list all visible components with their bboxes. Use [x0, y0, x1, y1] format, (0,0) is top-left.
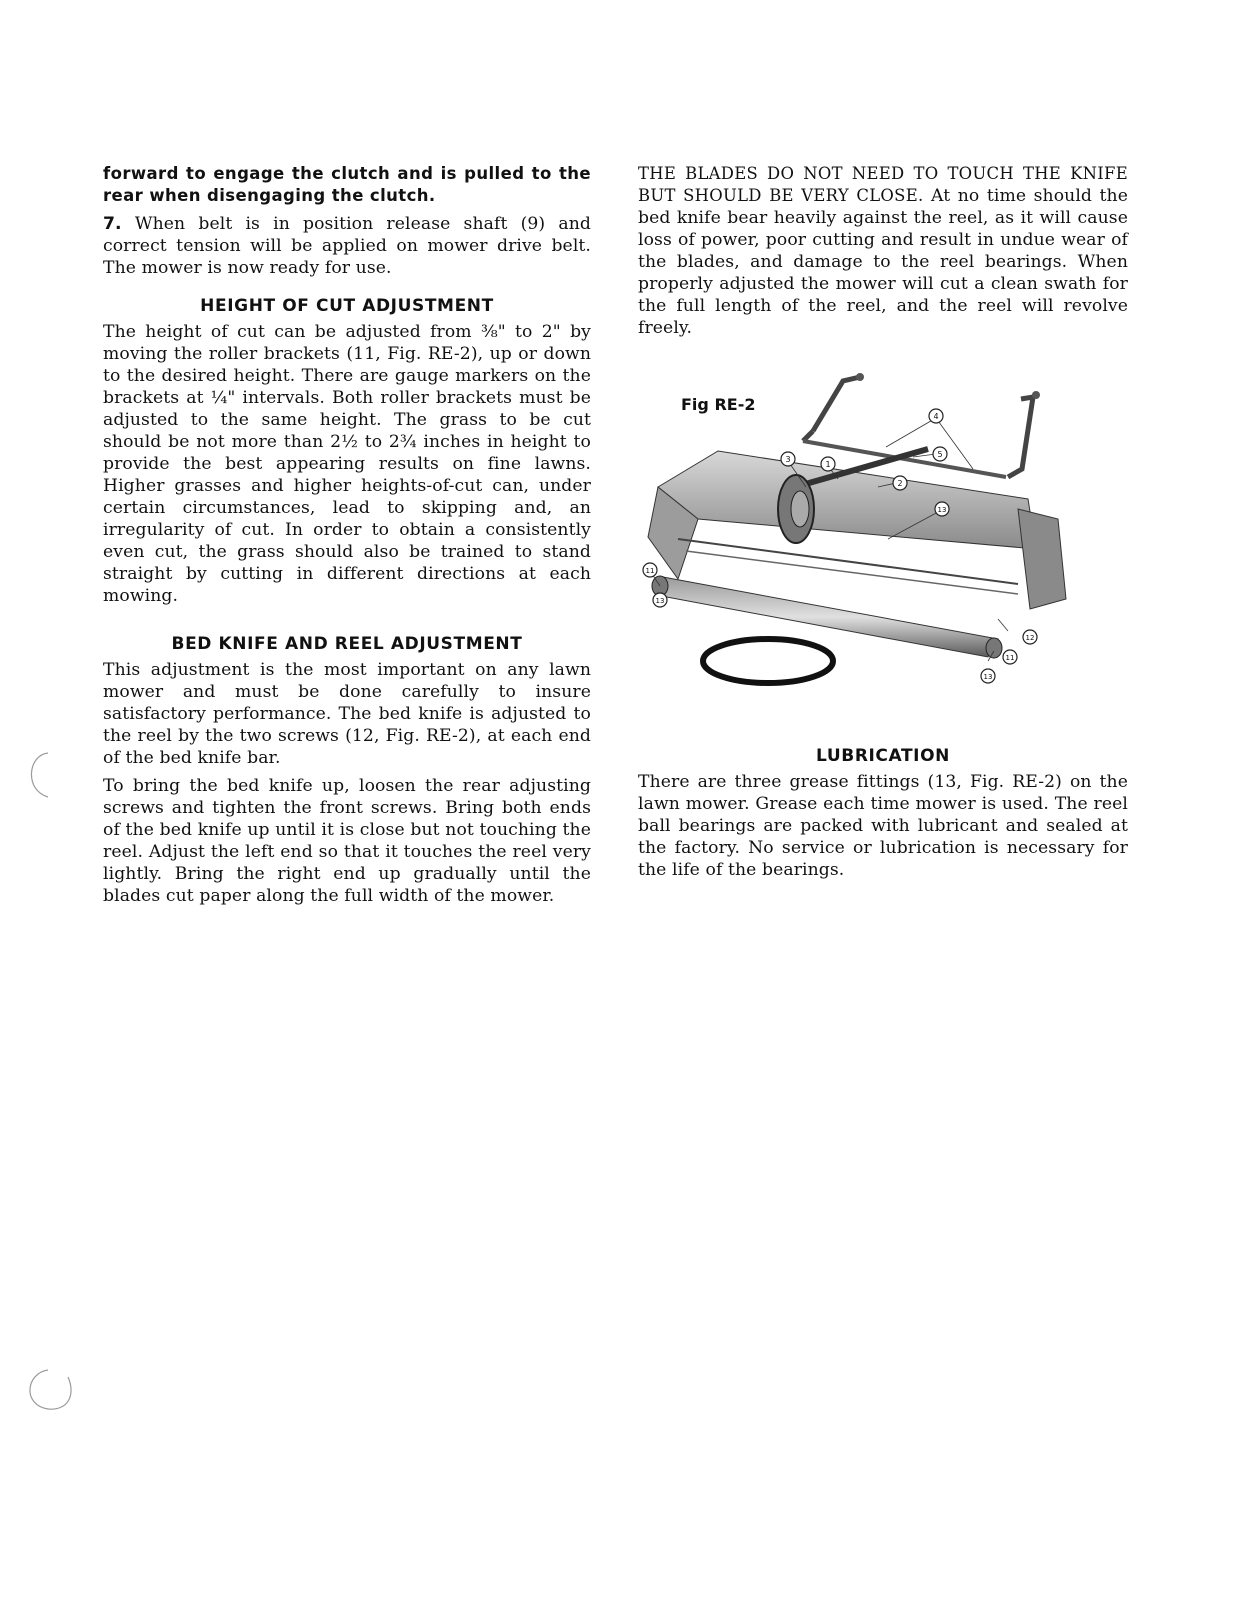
left-column	[103, 163, 591, 913]
lubrication-text: There are three grease fittings (13, Fig. RE-2) on the lawn mower. Grease each time mower is used. The reel ball bearings are packed with lubricant and sealed at the factory. No service or lubrication is necessary for the life of the bearings.	[638, 772, 1128, 880]
height-of-cut-text: The height of cut can be adjusted from ⅜" to 2" by moving the roller brackets (11, Fig. RE-2), up or down to the desired height. There are gauge markers on the brackets at ¼" intervals. Both roller brackets must be adjusted to the same height. The grass to be cut should be not more than 2½ to 2¾ inches in height to provide the best appearing results on fine lawns. Higher grasses and higher heights-of-cut can, under certain circumstances, lead to skipping and, an irregularity of cut. In order to obtain a consistently even cut, the grass should also be trained to stand straight by cutting in different directions at each mowing.	[103, 322, 591, 606]
step-7-text: When belt is in position release shaft (9) and correct tension will be applied on mower drive belt. The mower is now ready for use.	[103, 214, 591, 278]
punch-hole-mark-lower	[18, 1365, 78, 1415]
right-column	[638, 163, 1128, 887]
callout-3-label: 3	[785, 455, 791, 464]
blades-text: At no time should the bed knife bear heavily against the reel, as it will cause loss of power, poor cutting and result in undue wear of the blades, and damage to the reel bearings. When properly adjusted the mower will cut a clean swath for the full length of the reel, and the reel will revolve freely.	[638, 186, 1128, 338]
figure-re-2	[638, 369, 1128, 729]
blades-caps-text: THE BLADES DO NOT NEED TO TOUCH THE KNIFE BUT SHOULD BE VERY CLOSE.	[638, 164, 1128, 205]
callout-13-left-label: 13	[655, 597, 665, 605]
bed-knife-text-1: This adjustment is the most important on any lawn mower and must be done carefully to insure satisfactory performance. The bed knife is adjusted to the reel by the two screws (12, Fig. RE-2), at each end of the bed knife bar.	[103, 660, 591, 768]
punch-hole-mark-upper	[18, 745, 58, 805]
callout-1-label: 1	[825, 460, 831, 469]
bed-knife-text-2: To bring the bed knife up, loosen the rear adjusting screws and tighten the front screws. Bring both ends of the bed knife up until it is close but not touching the reel. Adjust the left end so that it touches the reel very lightly. Bring the right end up gradually until the blades cut paper along the full width of the mower.	[103, 776, 591, 906]
callout-13-top-label: 13	[937, 506, 947, 514]
reel-mower-illustration	[638, 369, 1128, 729]
blades-paragraph	[638, 163, 1128, 339]
bed-knife-heading: BED KNIFE AND REEL ADJUSTMENT	[171, 634, 523, 654]
callout-2-label: 2	[897, 479, 903, 488]
height-of-cut-heading: HEIGHT OF CUT ADJUSTMENT	[200, 296, 494, 316]
figure-label: Fig RE-2	[681, 395, 756, 414]
callout-5-label: 5	[937, 450, 943, 459]
callout-13-right-label: 13	[983, 673, 993, 681]
step-7-number: 7.	[103, 214, 122, 234]
step-7-paragraph	[103, 213, 591, 279]
callout-11-right-label: 11	[1005, 654, 1015, 662]
callout-12-label: 12	[1025, 634, 1035, 642]
clutch-continuation-text: forward to engage the clutch and is pulled to the rear when disengaging the clutch.	[103, 164, 591, 205]
lubrication-heading: LUBRICATION	[816, 746, 950, 766]
callout-4-label: 4	[933, 412, 939, 421]
callout-11-left-label: 11	[645, 567, 655, 575]
